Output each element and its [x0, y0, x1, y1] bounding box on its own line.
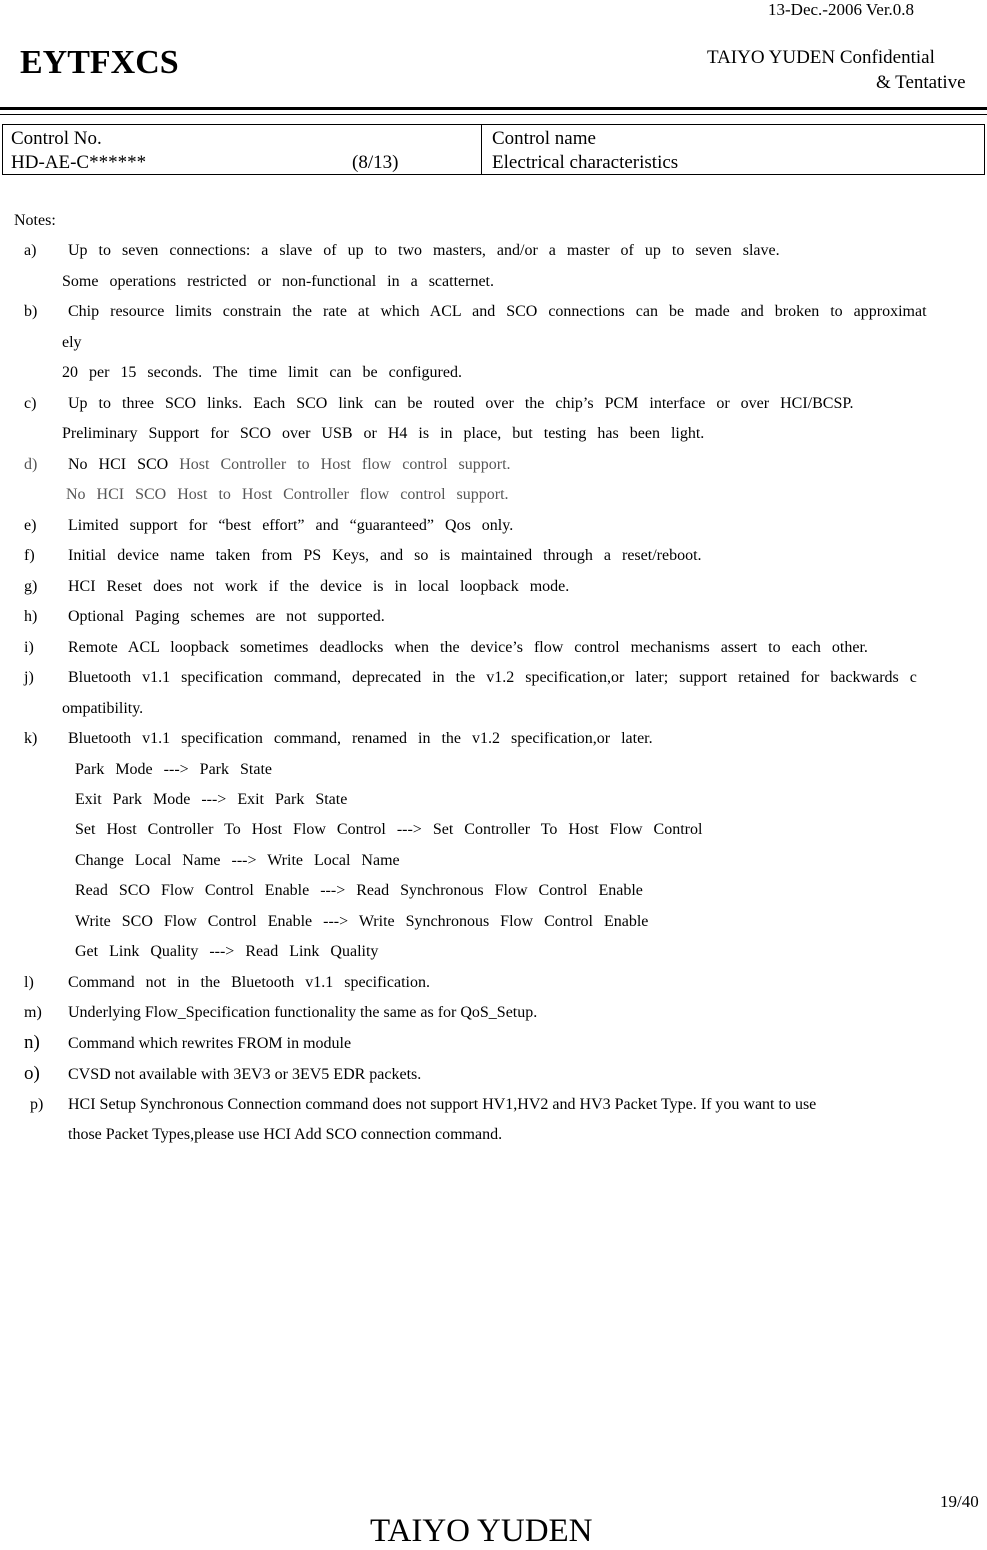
control-name-label: Control name	[492, 128, 596, 149]
note-b-line2: ely	[62, 334, 82, 351]
date-version: 13-Dec.-2006 Ver.0.8	[768, 0, 915, 19]
note-m-line1: Underlying Flow_Specification functionality the same as for QoS_Setup.	[68, 1004, 538, 1021]
model-name: EYTFXCS	[20, 44, 179, 81]
rename-item: Set Host Controller To Host Flow Control ---> Set Controller To Host Flow Control	[75, 821, 703, 838]
note-p-line1: HCI Setup Synchronous Connection command does not support HV1,HV2 and HV3 Packet Type. If you want to use	[68, 1096, 817, 1113]
header-rule-thin	[0, 114, 987, 115]
note-marker-p: p)	[30, 1096, 44, 1113]
header-rule-thick	[0, 107, 987, 110]
rename-item: Change Local Name ---> Write Local Name	[75, 852, 400, 869]
note-b-line3: 20 per 15 seconds. The time limit can be configured.	[62, 364, 462, 381]
note-marker-n: n)	[24, 1032, 40, 1053]
note-marker-d: d)	[24, 456, 38, 473]
note-c-line2: Preliminary Support for SCO over USB or H4 is in place, but testing has been light.	[62, 425, 705, 442]
note-e-line1: Limited support for “best effort” and “guaranteed” Qos only.	[68, 517, 514, 534]
note-marker-j: j)	[24, 669, 34, 686]
note-k-line1: Bluetooth v1.1 specification command, renamed in the v1.2 specification,or later.	[68, 730, 653, 747]
note-marker-m: m)	[24, 1004, 42, 1021]
note-marker-a: a)	[24, 242, 37, 259]
control-name-value: Electrical characteristics	[492, 152, 679, 173]
control-no-value: HD-AE-C******	[11, 152, 147, 173]
note-h-line1: Optional Paging schemes are not supported.	[68, 608, 385, 625]
control-page-ref: (8/13)	[352, 152, 399, 173]
rename-item: Park Mode ---> Park State	[75, 761, 272, 778]
rename-item: Write SCO Flow Control Enable ---> Write Synchronous Flow Control Enable	[75, 913, 649, 930]
control-no-label: Control No.	[11, 128, 102, 149]
note-marker-h: h)	[24, 608, 38, 625]
note-d-line2: No HCI SCO Host to Host Controller flow control support.	[66, 486, 509, 503]
note-a-line1: Up to seven connections: a slave of up to two masters, and/or a master of up to seven slave.	[68, 242, 780, 259]
footer-company: TAIYO YUDEN	[370, 1513, 593, 1549]
note-d-line1	[68, 452, 511, 478]
control-box	[2, 124, 985, 175]
note-b-line1: Chip resource limits constrain the rate at which ACL and SCO connections can be made and broken to approximat	[68, 303, 927, 320]
note-marker-k: k)	[24, 730, 38, 747]
rename-item: Read SCO Flow Control Enable ---> Read Synchronous Flow Control Enable	[75, 882, 643, 899]
note-j-line2: ompatibility.	[62, 700, 144, 717]
note-a-line2: Some operations restricted or non-functional in a scatternet.	[62, 273, 494, 290]
page-number: 19/40	[940, 1492, 979, 1511]
note-marker-l: l)	[24, 974, 34, 991]
note-marker-b: b)	[24, 303, 38, 320]
note-j-line1: Bluetooth v1.1 specification command, deprecated in the v1.2 specification,or later; support retained for backwards c	[68, 669, 917, 686]
control-box-divider	[481, 125, 482, 174]
note-d-rest: Host Controller to Host flow control support.	[179, 456, 511, 473]
note-marker-e: e)	[24, 517, 37, 534]
note-f-line1: Initial device name taken from PS Keys, and so is maintained through a reset/reboot.	[68, 547, 702, 564]
note-c-line1: Up to three SCO links. Each SCO link can be routed over the chip’s PCM interface or over HCI/BCSP.	[68, 395, 854, 412]
note-marker-i: i)	[24, 639, 34, 656]
notes-title: Notes:	[14, 212, 56, 229]
note-n-line1: Command which rewrites FROM in module	[68, 1035, 352, 1052]
rename-item: Get Link Quality ---> Read Link Quality	[75, 943, 379, 960]
note-marker-o: o)	[24, 1063, 40, 1084]
confidential-label: TAIYO YUDEN Confidential	[707, 47, 935, 68]
note-marker-g: g)	[24, 578, 38, 595]
note-marker-c: c)	[24, 395, 37, 412]
note-d-prefix: No HCI SCO	[68, 456, 169, 473]
note-i-line1: Remote ACL loopback sometimes deadlocks when the device’s flow control mechanisms assert to each other.	[68, 639, 868, 656]
note-p-line2: those Packet Types,please use HCI Add SCO connection command.	[68, 1126, 503, 1143]
note-o-line1: CVSD not available with 3EV3 or 3EV5 EDR packets.	[68, 1066, 422, 1083]
note-marker-f: f)	[24, 547, 35, 564]
tentative-label: & Tentative	[876, 72, 966, 93]
note-l-line1: Command not in the Bluetooth v1.1 specification.	[68, 974, 430, 991]
note-g-line1: HCI Reset does not work if the device is in local loopback mode.	[68, 578, 570, 595]
rename-item: Exit Park Mode ---> Exit Park State	[75, 791, 348, 808]
